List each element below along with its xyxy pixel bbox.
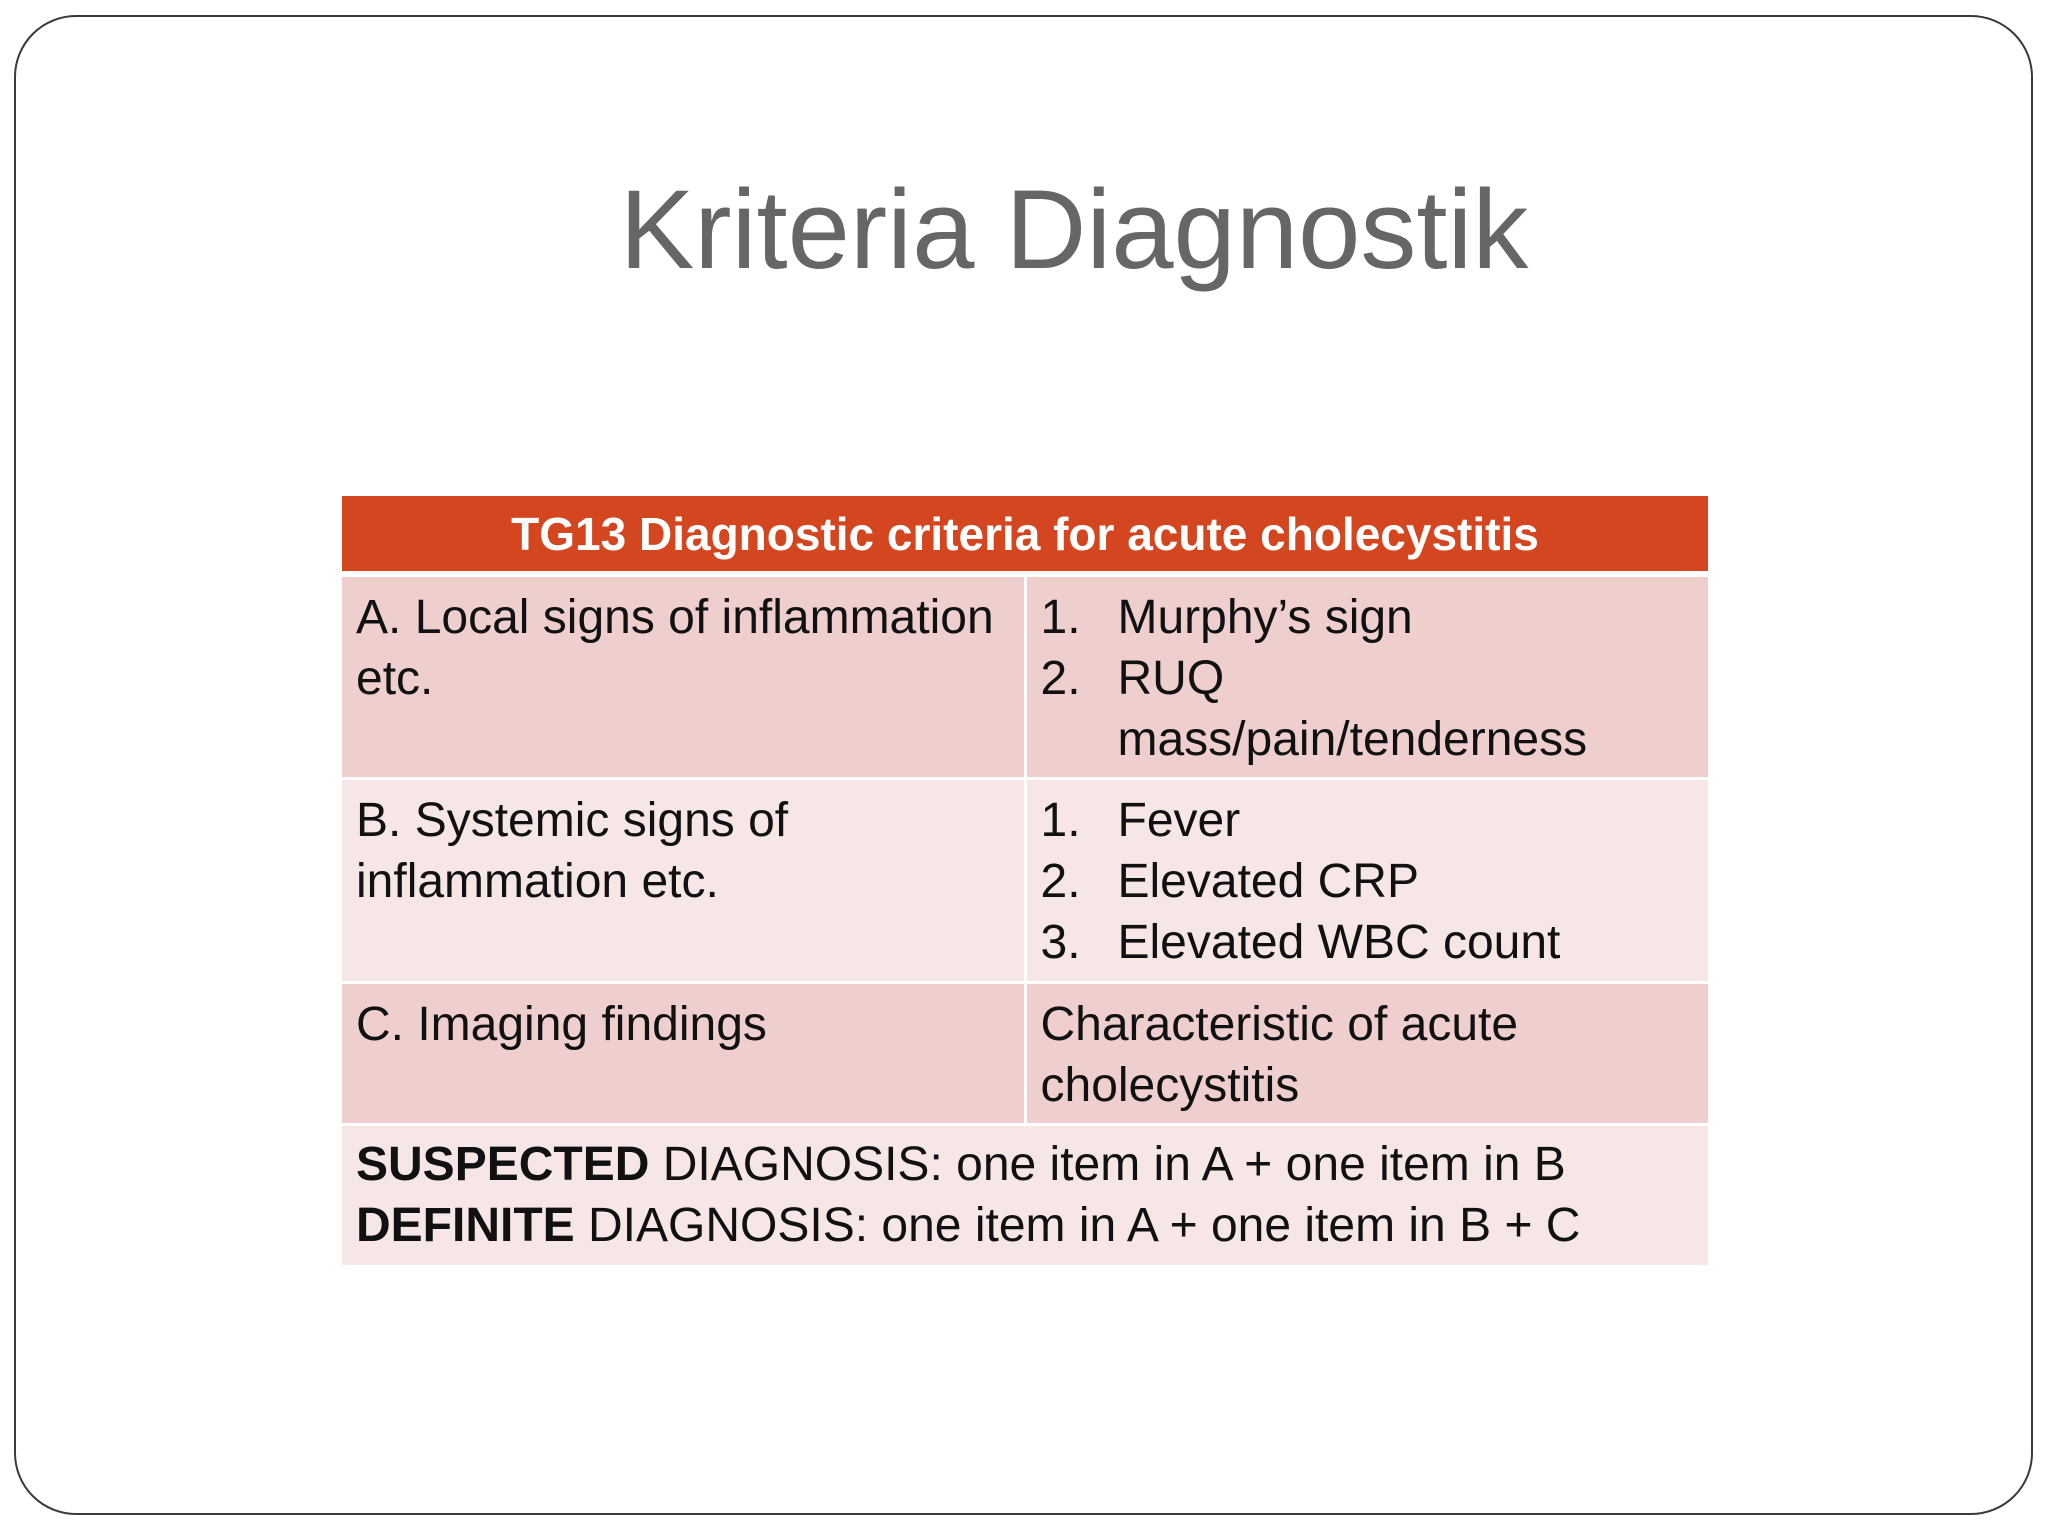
detail-cell: Characteristic of acute cholecystitis [1025,982,1708,1124]
item-text: Elevated WBC count [1117,915,1561,969]
suspected-text: DIAGNOSIS: one item in A + one item in B [649,1137,1566,1191]
suspected-diagnosis-line [356,1134,1694,1195]
item-number: 1. [1040,793,1081,847]
item-text: Murphy’s sign [1117,591,1413,644]
summary-cell [342,1124,1708,1266]
item-text: Fever [1117,793,1241,847]
definite-text: DIAGNOSIS: one item in A + one item in B + C [574,1198,1581,1252]
item-number: 2. [1040,652,1081,705]
item-text: RUQ mass/pain/tenderness [1117,652,1588,766]
slide-title: Kriteria Diagnostik [619,167,1529,292]
table-header: TG13 Diagnostic criteria for acute cholecystitis [342,496,1708,574]
criterion-cell: A. Local signs of inflammation etc. [342,574,1025,778]
item-text: Elevated CRP [1117,854,1419,908]
item-number: 3. [1040,915,1081,969]
item-number: 2. [1040,854,1081,908]
criteria-table [342,496,1708,1268]
table-header-row [342,496,1708,574]
items-cell [1025,574,1708,778]
list-item [1041,851,1695,912]
criterion-cell: C. Imaging findings [342,982,1025,1124]
items-list [1041,587,1695,770]
list-item [1041,912,1695,973]
criterion-cell: B. Systemic signs of inflammation etc. [342,778,1025,982]
items-list [1041,790,1695,973]
definite-diagnosis-line [356,1195,1694,1256]
table-row [342,982,1708,1124]
item-number: 1. [1040,591,1081,644]
table-row [342,778,1708,982]
list-item [1041,587,1695,648]
definite-label: DEFINITE [356,1198,575,1252]
items-cell [1025,778,1708,982]
summary-row [342,1124,1708,1266]
table-row [342,574,1708,778]
suspected-label: SUSPECTED [356,1137,650,1191]
list-item [1041,790,1695,851]
list-item [1041,648,1695,770]
